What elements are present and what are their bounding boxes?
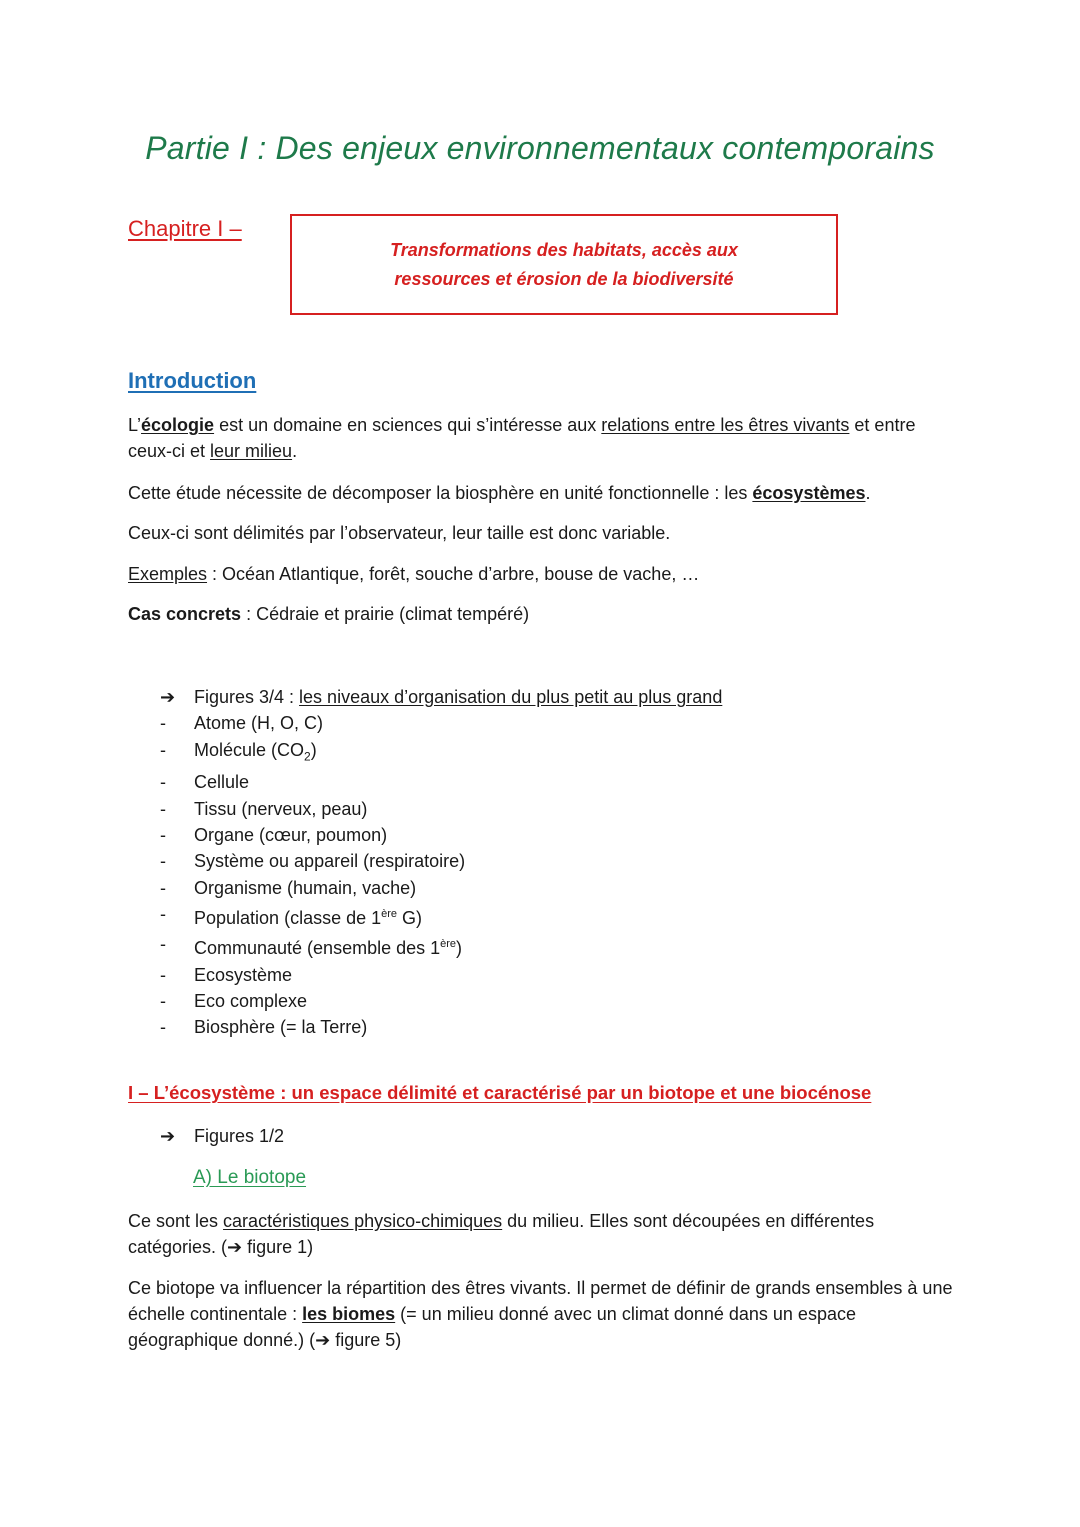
concrete-cases-label: Cas concrets: [128, 604, 242, 624]
list-item: - Communauté (ensemble des 1ère): [160, 934, 463, 959]
term-ecosystemes: écosystèmes: [752, 483, 866, 503]
arrow-icon: ➔: [160, 687, 176, 707]
term-ecologie: écologie: [141, 415, 215, 435]
intro-paragraph-3: Ceux-ci sont délimités par l’observateur, leur taille est donc variable.: [128, 523, 671, 543]
chapter-label: Chapitre I –: [128, 216, 242, 241]
intro-paragraph-2: Cette étude nécessite de décomposer la biosphère en unité fonctionnelle : les écosystèmes.: [128, 483, 871, 503]
part-title: Partie I : Des enjeux environnementaux contemporains: [145, 130, 935, 166]
chapter-title-line2: ressources et érosion de la biodiversité: [394, 268, 734, 289]
intro-paragraph-1: L’écologie est un domaine en sciences qui s’intéresse aux relations entre les êtres vivants et entre ceux-ci et leur milieu.: [128, 415, 916, 461]
list-item: - Cellule: [160, 772, 250, 793]
list-item: - Système ou appareil (respiratoire): [160, 851, 466, 872]
underline-milieu: leur milieu: [210, 441, 293, 461]
list-item: - Ecosystème: [160, 964, 293, 985]
biotope-paragraph-2: Ce biotope va influencer la répartition des êtres vivants. Il permet de définir de grands ensembles à une échelle continentale : les biomes (= un milieu donné avec un climat donné dans un espace géographique donné.) (➔ figure 5): [128, 1278, 953, 1350]
figures-1-2-reference: ➔ Figures 1/2: [160, 1126, 285, 1146]
chapter-title-box: [290, 214, 838, 315]
underline-relations: relations entre les êtres vivants: [601, 415, 850, 435]
list-item: - Atome (H, O, C): [160, 713, 324, 734]
list-item: - Tissu (nerveux, peau): [160, 798, 368, 819]
biotope-paragraph-1: Ce sont les caractéristiques physico-chimiques du milieu. Elles sont découpées en différentes catégories. (➔ figure 1): [128, 1211, 875, 1257]
list-item: - Organe (cœur, poumon): [160, 825, 388, 846]
chapter-title-line1: Transformations des habitats, accès aux: [390, 239, 738, 260]
examples-label: Exemples: [128, 564, 208, 584]
organization-levels-list: [160, 684, 722, 1040]
list-item: - Molécule $(CO_2)$: [160, 739, 317, 764]
list-item: - Population (classe de 1ère G): [160, 903, 423, 928]
list-item: - Biosphère (= la Terre): [160, 1017, 368, 1038]
term-biomes: les biomes: [302, 1304, 396, 1324]
intro-examples: Exemples : Océan Atlantique, forêt, souche d’arbre, bouse de vache, …: [128, 564, 700, 584]
arrow-icon: ➔: [160, 1126, 176, 1146]
list-item: - Eco complexe: [160, 990, 308, 1011]
intro-concrete-cases: Cas concrets : Cédraie et prairie (climat tempéré): [128, 604, 530, 624]
list-item: - Organisme (humain, vache): [160, 877, 417, 898]
section-1-heading: I – L’écosystème : un espace délimité et caractérisé par un biotope et une biocénose: [128, 1082, 872, 1103]
subsection-a-heading: A) Le biotope: [193, 1167, 307, 1188]
underline-physico-chimiques: caractéristiques physico-chimiques: [223, 1211, 503, 1231]
introduction-heading: Introduction: [128, 368, 257, 393]
list-intro: ➔ Figures 3/4 : les niveaux d’organisation du plus petit au plus grand: [160, 684, 722, 710]
